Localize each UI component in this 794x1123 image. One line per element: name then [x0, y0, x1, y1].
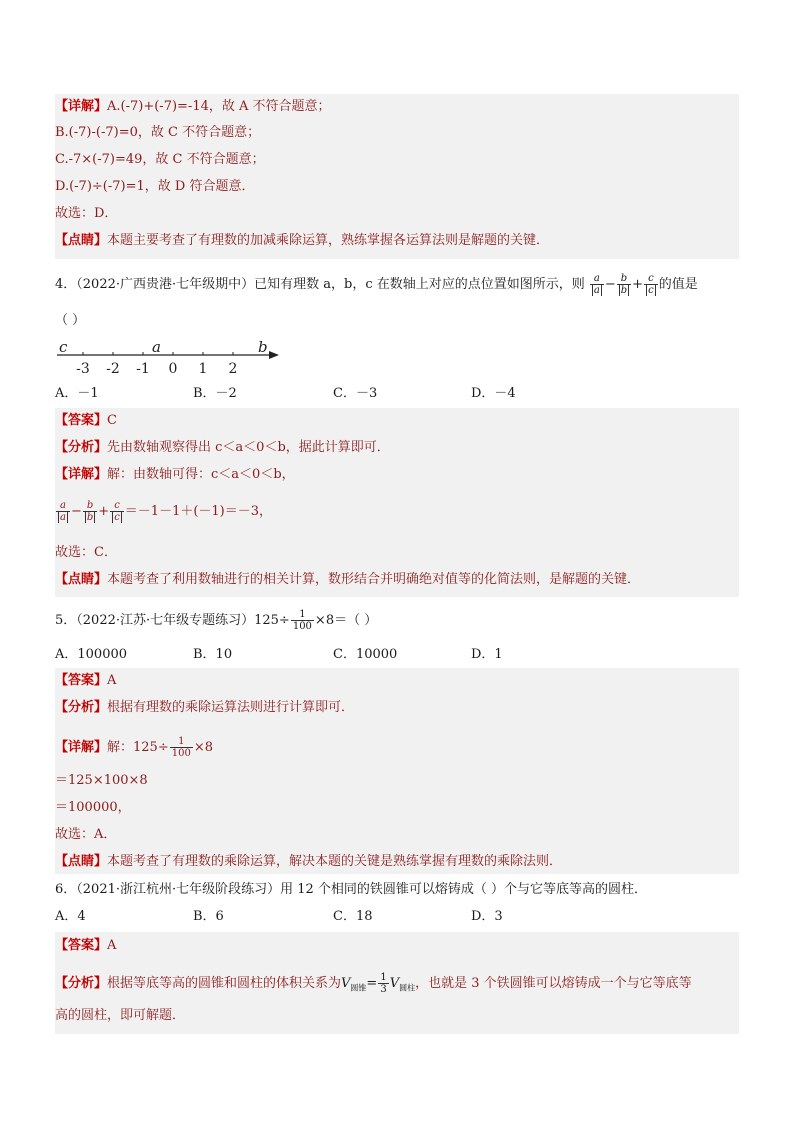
q6-answer: 【答案】A: [55, 938, 117, 953]
q6-analysis-line2: 高的圆柱，即可解题．: [55, 1008, 186, 1023]
point-a: a: [152, 338, 161, 356]
q6-analysis: 【分析】根据等底等高的圆锥和圆柱的体积关系为$V_{圆锥}=$ $\frac{1}{3}$ $V_{圆柱}$，也就是 3 个铁圆锥可以熔铸成一个与它等底等: [55, 972, 692, 995]
q5-analysis: 【分析】根据有理数的乘除运算法则进行计算即可．: [55, 700, 355, 715]
q5-detail: 【详解】解：125÷ $\frac{1}{100}$ ×8: [55, 736, 213, 759]
q5-step2: ＝100000，: [55, 800, 131, 815]
q4-option-a: A．－1: [55, 386, 99, 401]
point-c: c: [59, 338, 68, 356]
q6-option-b: B．6: [193, 909, 224, 924]
q4-choose: 故选：C．: [55, 545, 117, 560]
q6-option-d: D．3: [471, 909, 503, 924]
number-line: [55, 336, 285, 380]
q6-option-a: A．4: [55, 909, 86, 924]
q4-option-d: D．－4: [471, 386, 516, 401]
q5-option-c: C．10000: [333, 647, 398, 662]
q5-point: 【点睛】本题考查了有理数的乘除运算，解决本题的关键是熟练掌握有理数的乘除法则．: [55, 854, 563, 869]
tick-label: -1: [136, 361, 150, 377]
q6-option-c: C．18: [333, 909, 373, 924]
q3-point: 【点睛】本题主要考查了有理数的加减乘除运算，熟练掌握各运算法则是解题的关键．: [55, 233, 550, 248]
q3-choose: 故选：D．: [55, 206, 118, 221]
tick-label: -2: [106, 361, 120, 377]
point-b: b: [258, 338, 268, 356]
tick-label: -3: [76, 361, 90, 377]
q4-analysis: 【分析】先由数轴观察得出 c＜a＜0＜b，据此计算即可．: [55, 440, 390, 455]
tick-label: 2: [228, 361, 238, 377]
q3-line-b: B.(-7)-(-7)=0，故 C 不符合题意；: [55, 125, 261, 140]
tick-label: 0: [168, 361, 178, 377]
q4-option-c: C．－3: [333, 386, 378, 401]
q4-stem: 4．（2022·广西贵港·七年级期中）已知有理数 a，b，c 在数轴上对应的点位置如图所示，则 $\frac{a}{a}$ − $\frac{b}{b}$ + $\frac{c}{c}$ 的值是: [55, 273, 698, 296]
q4-paren: （ ）: [55, 313, 86, 328]
q3-line-d: D.(-7)÷(-7)=1，故 D 符合题意．: [55, 179, 255, 194]
q4-answer: 【答案】C: [55, 413, 117, 428]
q5-option-d: D．1: [471, 647, 503, 662]
q4-detail: 【详解】解：由数轴可得：c＜a＜0＜b，: [55, 467, 295, 482]
q5-answer: 【答案】A: [55, 673, 117, 688]
q5-choose: 故选：A．: [55, 827, 117, 842]
q5-step1: ＝125×100×8: [55, 773, 148, 788]
q5-stem: 5．（2022·江苏·七年级专题练习）125÷ $\frac{1}{100}$ ×8＝（ ）: [55, 609, 378, 632]
q3-line-c: C.-7×(-7)=49，故 C 不符合题意；: [55, 152, 265, 167]
q4-calc: $\frac{a}{a}$ − $\frac{b}{b}$ + $\frac{c}{c}$ ＝－1－1＋(－1)＝－3，: [55, 500, 272, 523]
q4-option-b: B．－2: [193, 386, 237, 401]
q6-stem: 6．（2021·浙江杭州·七年级阶段练习）用 12 个相同的铁圆锥可以熔铸成（ ）个与它等底等高的圆柱．: [55, 882, 648, 897]
q5-option-a: A．100000: [55, 647, 128, 662]
q3-detail: 【详解】A.(-7)+(-7)=-14，故 A 不符合题意；: [55, 99, 331, 114]
tick-label: 1: [198, 361, 208, 377]
q4-point: 【点睛】本题考查了利用数轴进行的相关计算，数形结合并明确绝对值等的化简法则，是解题的关键．: [55, 572, 641, 587]
q5-option-b: B．10: [193, 647, 233, 662]
